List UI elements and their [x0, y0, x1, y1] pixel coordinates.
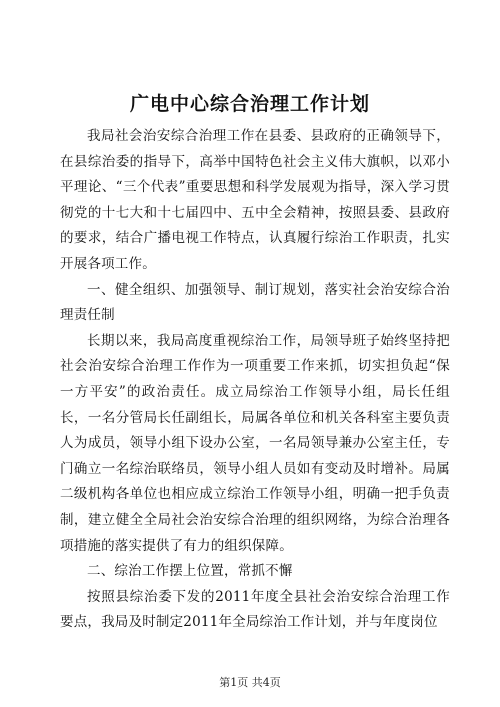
section-2-paragraph: 按照县综治委下发的2011年度全县社会治安综合治理工作要点，我局及时制定2011年全局综治工作计划，并与年度岗位 — [60, 588, 450, 631]
page-number-footer: 第1页 共4页 — [219, 676, 281, 689]
section-1-paragraph: 长期以来，我局高度重视综治工作，局领导班子始终坚持把社会治安综合治理工作作为一项重要工作来抓，切实担负起“保一方平安”的政治责任。成立局综治工作领导小组，局长任组长，一名分管局长任副组长，局属各单位和机关各科室主要负责人为成员，领导小组下设办公室，一名局领导兼办公室主任，专门确立一名综治联络员，领导小组人员如有变动及时增补。局属二级机构各单位也相应成立综治工作领导小组，明确一把手负责制，建立健全全局社会治安综合治理的组织网络，为综合治理各项措施的落实提供了有力的组织保障。 — [60, 332, 450, 554]
section-heading-2: 二、综治工作摆上位置，常抓不懈 — [87, 563, 293, 580]
document-title: 广电中心综合治理工作计划 — [129, 93, 370, 115]
document-body — [60, 124, 450, 636]
section-heading-1: 一、健全组织、加强领导、制订规划，落实社会治安综合治理责任制 — [60, 281, 450, 324]
intro-paragraph: 我局社会治安综合治理工作在县委、县政府的正确领导下，在县综治委的指导下，高举中国特色社会主义伟大旗帜，以邓小平理论、“三个代表”重要思想和科学发展观为指导，深入学习贯彻党的十七大和十七届四中、五中全会精神，按照县委、县政府的要求，结合广播电视工作特点，认真履行综治工作职责，扎实开展各项工作。 — [60, 128, 450, 272]
